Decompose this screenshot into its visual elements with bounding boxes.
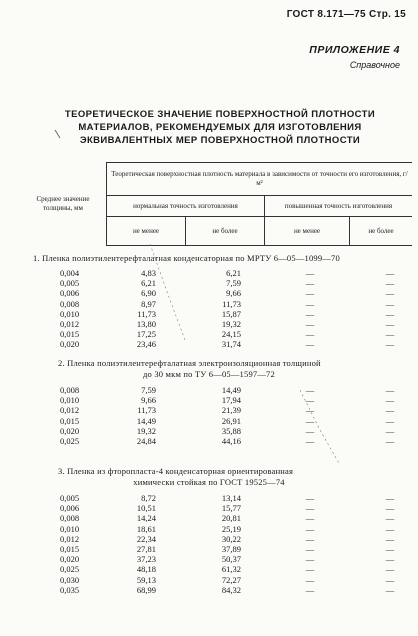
high-min-cell: —	[305, 415, 315, 426]
table-row	[60, 309, 410, 319]
normal-max-cell: 50,37	[221, 554, 241, 565]
table-row	[60, 585, 410, 595]
normal-min-cell: 8,97	[141, 298, 156, 309]
table-row	[60, 329, 410, 339]
high-max-cell: —	[385, 574, 395, 585]
high-max-cell: —	[385, 405, 395, 416]
high-min-cell: —	[305, 339, 315, 350]
normal-max-cell: 44,16	[221, 435, 241, 446]
thickness-cell: 0,004	[60, 268, 80, 278]
table-row	[60, 436, 410, 446]
normal-max-cell: 19,32	[221, 318, 241, 329]
normal-min-cell: 18,61	[136, 523, 156, 534]
normal-min-cell: 4,83	[141, 268, 156, 278]
normal-min-cell: 17,25	[136, 329, 156, 340]
high-min-cell: —	[305, 278, 315, 289]
high-max-cell: —	[385, 395, 395, 406]
table-row	[60, 385, 410, 395]
normal-min-cell: 10,51	[136, 503, 156, 514]
high-min-cell: —	[305, 564, 315, 575]
normal-max-cell: 26,91	[221, 415, 241, 426]
thickness-cell: 0,010	[60, 395, 80, 406]
normal-max-cell: 24,15	[221, 329, 241, 340]
section-title: до 30 мкм по ТУ 6—05—1597—72	[143, 369, 275, 379]
normal-min-cell: 9,66	[141, 395, 156, 406]
normal-min-cell: 13,80	[136, 318, 156, 329]
section-rows	[60, 268, 410, 350]
high-max-cell: —	[385, 533, 395, 544]
normal-max-cell: 20,81	[221, 513, 241, 524]
high-max-cell: —	[385, 318, 395, 329]
table-row	[60, 426, 410, 436]
high-max-cell: —	[385, 554, 395, 565]
high-max-cell: —	[385, 339, 395, 350]
thickness-cell: 0,025	[60, 564, 80, 575]
high-min-cell: —	[305, 584, 315, 595]
normal-min-cell: 48,18	[136, 564, 156, 575]
high-max-cell: —	[385, 385, 395, 395]
normal-max-cell: 35,88	[221, 425, 241, 436]
normal-max-cell: 25,19	[221, 523, 241, 534]
table-row	[60, 319, 410, 329]
normal-min-cell: 8,72	[141, 493, 156, 503]
table-row	[60, 513, 410, 523]
thickness-cell: 0,015	[60, 543, 80, 554]
table-row	[60, 288, 410, 298]
section-title: 2. Пленка полиэтилентерефталатная электроизоляционная толщиной	[58, 358, 321, 368]
normal-max-cell: 7,59	[226, 278, 241, 289]
thickness-cell: 0,010	[60, 523, 80, 534]
normal-min-cell: 14,49	[136, 415, 156, 426]
page-reference: ГОСТ 8.171—75 Стр. 15	[286, 9, 406, 20]
high-min-cell: —	[305, 493, 315, 503]
normal-max-cell: 17,94	[221, 395, 241, 406]
high-min-cell: —	[305, 523, 315, 534]
normal-max-cell: 31,74	[221, 339, 241, 350]
high-max-cell: —	[385, 288, 395, 299]
high-max-cell: —	[385, 523, 395, 534]
normal-max-cell: 37,89	[221, 543, 241, 554]
high-min-cell: —	[305, 503, 315, 514]
table-row	[60, 268, 410, 278]
normal-max-cell: 14,49	[221, 385, 241, 395]
section-title: 1. Пленка полиэтилентерефталатная конденсаторная по МРТУ 6—05—1099—70	[33, 253, 340, 263]
table-row	[60, 395, 410, 405]
title-line: ЭКВИВАЛЕНТНЫХ МЕР ПОВЕРХНОСТНОЙ ПЛОТНОСТИ	[79, 135, 361, 146]
high-max-cell: —	[385, 278, 395, 289]
normal-min-cell: 11,73	[137, 308, 156, 319]
high-min-cell: —	[305, 308, 315, 319]
appendix-sub: Справочное	[349, 60, 400, 70]
high-min-cell: —	[305, 513, 315, 524]
section-title: 3. Пленка из фторопласта-4 конденсаторная ориентированная	[58, 466, 294, 476]
high-max-cell: —	[385, 298, 395, 309]
table-row	[60, 493, 410, 503]
document-title	[40, 108, 400, 147]
high-min-cell: —	[305, 554, 315, 565]
thickness-cell: 0,015	[60, 329, 80, 340]
thickness-cell: 0,006	[60, 288, 80, 299]
high-min-cell: —	[305, 298, 315, 309]
high-min-cell: —	[305, 425, 315, 436]
density-group-header: Теоретическая поверхностная плотность материала в зависимости от точности его изготовления, г/м²	[107, 163, 413, 196]
high-min-cell: —	[305, 435, 315, 446]
high-max-cell: —	[385, 415, 395, 426]
normal-min-cell: 11,73	[137, 405, 156, 416]
normal-max-cell: 72,27	[221, 574, 241, 585]
high-max-cell: —	[385, 584, 395, 595]
table-row	[60, 299, 410, 309]
normal-min-cell: 7,59	[141, 385, 156, 395]
table-row	[60, 339, 410, 349]
normal-max-cell: 84,32	[221, 584, 241, 595]
normal-max-cell: 15,77	[221, 503, 241, 514]
thickness-cell: 0,008	[60, 385, 80, 395]
table-row	[60, 416, 410, 426]
thickness-cell: 0,012	[60, 533, 80, 544]
high-max-cell: —	[385, 308, 395, 319]
normal-min-header: не менее	[107, 217, 186, 246]
thickness-column-header: Среднее значение толщины, мм	[20, 163, 107, 246]
high-min-cell: —	[305, 574, 315, 585]
normal-max-cell: 11,73	[222, 298, 241, 309]
table-row	[60, 554, 410, 564]
high-min-cell: —	[305, 329, 315, 340]
table-row	[60, 524, 410, 534]
normal-min-cell: 24,84	[136, 435, 156, 446]
normal-min-cell: 6,90	[141, 288, 156, 299]
normal-min-cell: 14,24	[136, 513, 156, 524]
high-max-cell: —	[385, 268, 395, 278]
high-max-cell: —	[385, 493, 395, 503]
section-rows	[60, 385, 410, 446]
section-rows	[60, 493, 410, 595]
high-max-cell: —	[385, 435, 395, 446]
normal-min-cell: 19,32	[136, 425, 156, 436]
table-row	[60, 544, 410, 554]
section-title: химически стойкая по ГОСТ 19525—74	[133, 477, 285, 487]
title-line: МАТЕРИАЛОВ, РЕКОМЕНДУЕМЫХ ДЛЯ ИЗГОТОВЛЕНИЯ	[78, 122, 362, 133]
high-min-cell: —	[305, 288, 315, 299]
normal-min-cell: 68,99	[136, 584, 156, 595]
title-line: ТЕОРЕТИЧЕСКОЕ ЗНАЧЕНИЕ ПОВЕРХНОСТНОЙ ПЛОТНОСТИ	[64, 109, 376, 120]
high-min-cell: —	[305, 395, 315, 406]
thickness-cell: 0,020	[60, 339, 80, 350]
high-max-cell: —	[385, 564, 395, 575]
high-max-cell: —	[385, 425, 395, 436]
table-row	[60, 534, 410, 544]
high-precision-header: повышенная точность изготовления	[265, 196, 413, 217]
normal-max-cell: 9,66	[226, 288, 241, 299]
appendix-label: ПРИЛОЖЕНИЕ 4	[309, 44, 400, 56]
normal-max-cell: 15,87	[221, 308, 241, 319]
high-min-cell: —	[305, 268, 315, 278]
high-min-header: не менее	[265, 217, 350, 246]
high-min-cell: —	[305, 385, 315, 395]
normal-min-cell: 23,46	[136, 339, 156, 350]
high-max-cell: —	[385, 513, 395, 524]
normal-min-cell: 37,23	[136, 554, 156, 565]
thickness-cell: 0,005	[60, 493, 80, 503]
high-max-cell: —	[385, 329, 395, 340]
thickness-cell: 0,006	[60, 503, 80, 514]
table-header	[20, 162, 412, 246]
table-row	[60, 405, 410, 415]
normal-max-cell: 61,32	[221, 564, 241, 575]
normal-min-cell: 22,34	[136, 533, 156, 544]
table-row	[60, 575, 410, 585]
normal-max-cell: 21,39	[221, 405, 241, 416]
high-min-cell: —	[305, 543, 315, 554]
high-min-cell: —	[305, 318, 315, 329]
high-max-header: не более	[350, 217, 413, 246]
normal-max-cell: 30,22	[221, 533, 241, 544]
normal-min-cell: 27,81	[136, 543, 156, 554]
thickness-cell: 0,008	[60, 298, 80, 309]
thickness-cell: 0,035	[60, 584, 80, 595]
table-row	[60, 564, 410, 574]
thickness-cell: 0,025	[60, 435, 80, 446]
normal-min-cell: 59,13	[136, 574, 156, 585]
high-min-cell: —	[305, 405, 315, 416]
table-row	[60, 278, 410, 288]
thickness-cell: 0,008	[60, 513, 80, 524]
thickness-cell: 0,012	[60, 318, 80, 329]
thickness-cell: 0,020	[60, 554, 80, 565]
normal-max-cell: 13,14	[221, 493, 241, 503]
high-min-cell: —	[305, 533, 315, 544]
normal-max-header: не более	[186, 217, 265, 246]
high-max-cell: —	[385, 543, 395, 554]
normal-max-cell: 6,21	[226, 268, 241, 278]
thickness-cell: 0,020	[60, 425, 80, 436]
table-row	[60, 503, 410, 513]
thickness-cell: 0,015	[60, 415, 80, 426]
normal-precision-header: нормальная точность изготовления	[107, 196, 265, 217]
high-max-cell: —	[385, 503, 395, 514]
thickness-cell: 0,012	[60, 405, 80, 416]
thickness-cell: 0,030	[60, 574, 80, 585]
thickness-cell: 0,010	[60, 308, 80, 319]
normal-min-cell: 6,21	[141, 278, 156, 289]
thickness-cell: 0,005	[60, 278, 80, 289]
